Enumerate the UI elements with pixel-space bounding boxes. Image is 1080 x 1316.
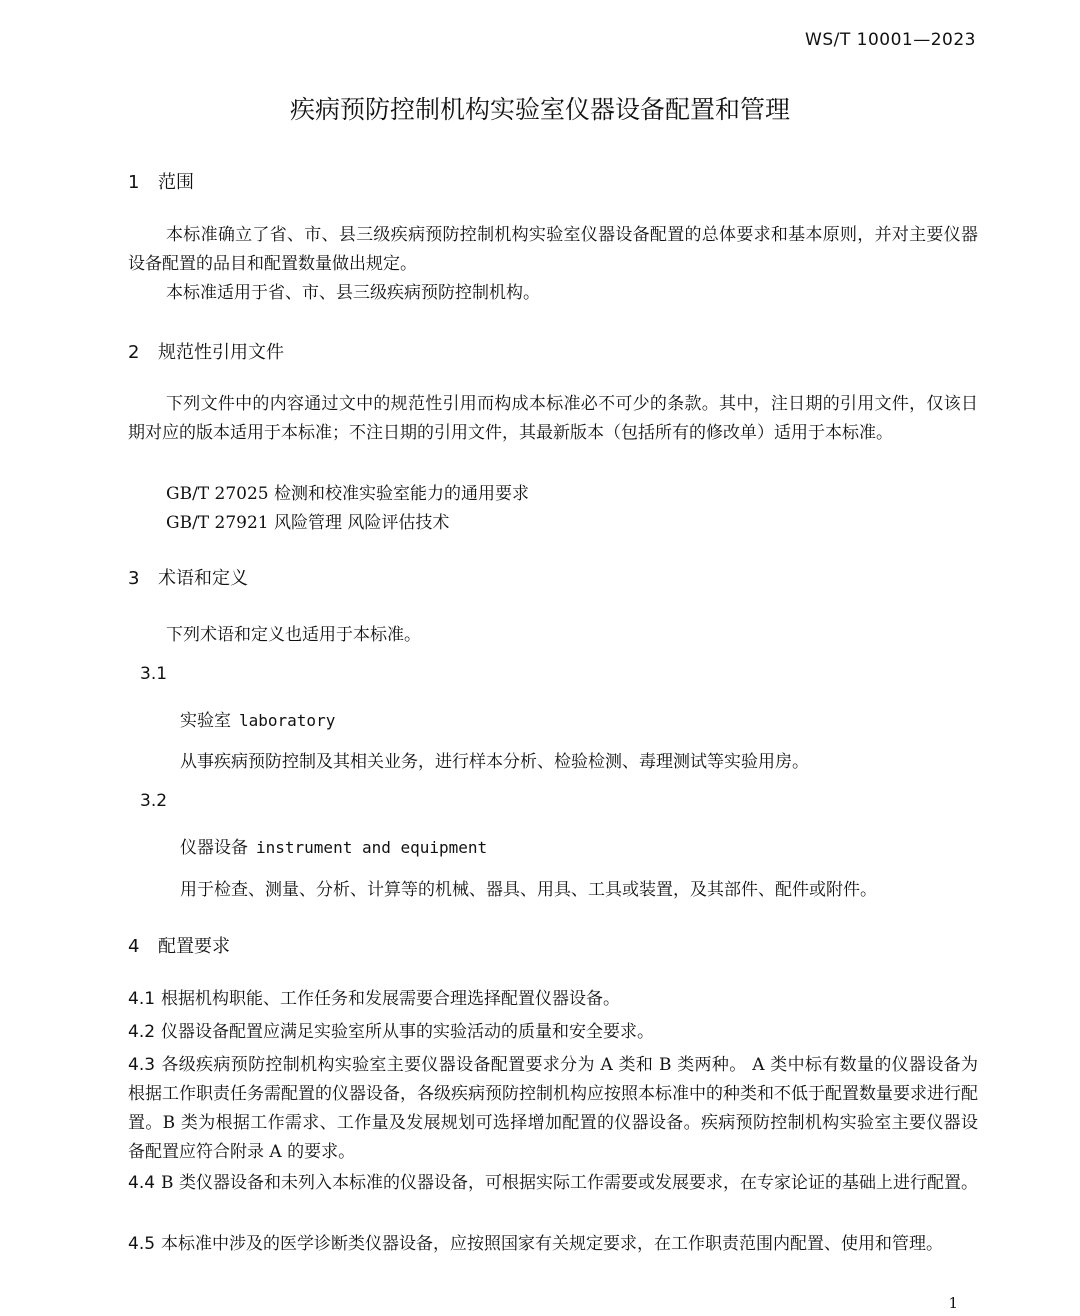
term-chinese: 仪器设备 [180,838,248,858]
term-english: laboratory [239,711,336,730]
term-number: 3.2 [140,791,168,811]
section-number: 2 [128,342,140,363]
clause-4-5 [128,1230,978,1259]
clause-4-2 [128,1018,978,1047]
clause-4-4 [128,1169,978,1198]
clause-number: 4.2 [128,1022,156,1042]
clause-text: 根据机构职能、工作任务和发展需要合理选择配置仪器设备。 [161,989,621,1009]
term-definition: 从事疾病预防控制及其相关业务，进行样本分析、检验检测、毒理测试等实验用房。 [180,752,809,772]
clause-4-3 [128,1051,978,1167]
section-3-heading [128,564,248,590]
standard-number: WS/T 10001—2023 [805,30,976,50]
clause-4-1 [128,985,978,1014]
clause-text: 本标准中涉及的医学诊断类仪器设备，应按照国家有关规定要求，在工作职责范围内配置、使用和管理。 [161,1234,944,1254]
normative-reference-1: GB/T 27025 检测和校准实验室能力的通用要求 [166,484,530,504]
clause-number: 4.5 [128,1234,156,1254]
term-definition: 用于检查、测量、分析、计算等的机械、器具、用具、工具或装置，及其部件、配件或附件。 [180,880,877,900]
section-title: 术语和定义 [158,568,248,589]
section-4-heading [128,932,230,958]
section-title: 规范性引用文件 [158,342,284,363]
section-number: 3 [128,568,140,589]
document-title: 疾病预防控制机构实验室仪器设备配置和管理 [289,95,790,124]
section-2-heading [128,338,284,364]
clause-text: 仪器设备配置应满足实验室所从事的实验活动的质量和安全要求。 [161,1022,655,1042]
section-2-paragraph: 下列文件中的内容通过文中的规范性引用而构成本标准必不可少的条款。其中，注日期的引用文件，仅该日期对应的版本适用于本标准；不注日期的引用文件，其最新版本（包括所有的修改单）适用于本标准。 [128,394,978,443]
section-1-paragraph-1: 本标准确立了省、市、县三级疾病预防控制机构实验室仪器设备配置的总体要求和基本原则，并对主要仪器设备配置的品目和配置数量做出规定。 [128,225,978,274]
clause-number: 4.3 [128,1055,156,1075]
normative-reference-2: GB/T 27921 风险管理 风险评估技术 [166,513,450,533]
section-title: 配置要求 [158,936,230,957]
section-number: 4 [128,936,140,957]
clause-number: 4.1 [128,989,156,1009]
term-heading [180,833,487,858]
page-number: 1 [948,1294,958,1312]
term-heading [180,706,335,731]
section-3-paragraph: 下列术语和定义也适用于本标准。 [166,625,421,645]
clause-number: 4.4 [128,1173,156,1193]
term-number: 3.1 [140,664,168,684]
section-1-paragraph-2: 本标准适用于省、市、县三级疾病预防控制机构。 [166,283,540,303]
term-chinese: 实验室 [180,711,231,731]
section-1-heading [128,168,194,194]
clause-text: B 类仪器设备和未列入本标准的仪器设备，可根据实际工作需要或发展要求，在专家论证的基础上进行配置。 [161,1173,978,1193]
clause-text: 各级疾病预防控制机构实验室主要仪器设备配置要求分为 A 类和 B 类两种。 A 类中标有数量的仪器设备为根据工作职责任务需配置的仪器设备，各级疾病预防控制机构应按照本标准中的种类和不低于配置数量要求进行配置。B 类为根据工作需求、工作量及发展规划可选择增加配置的仪器设备。疾病预防控制机构实验室主要仪器设备配置应符合附录 A 的要求。 [128,1055,978,1162]
section-title: 范围 [158,172,194,193]
section-number: 1 [128,172,140,193]
term-english: instrument and equipment [256,838,488,857]
